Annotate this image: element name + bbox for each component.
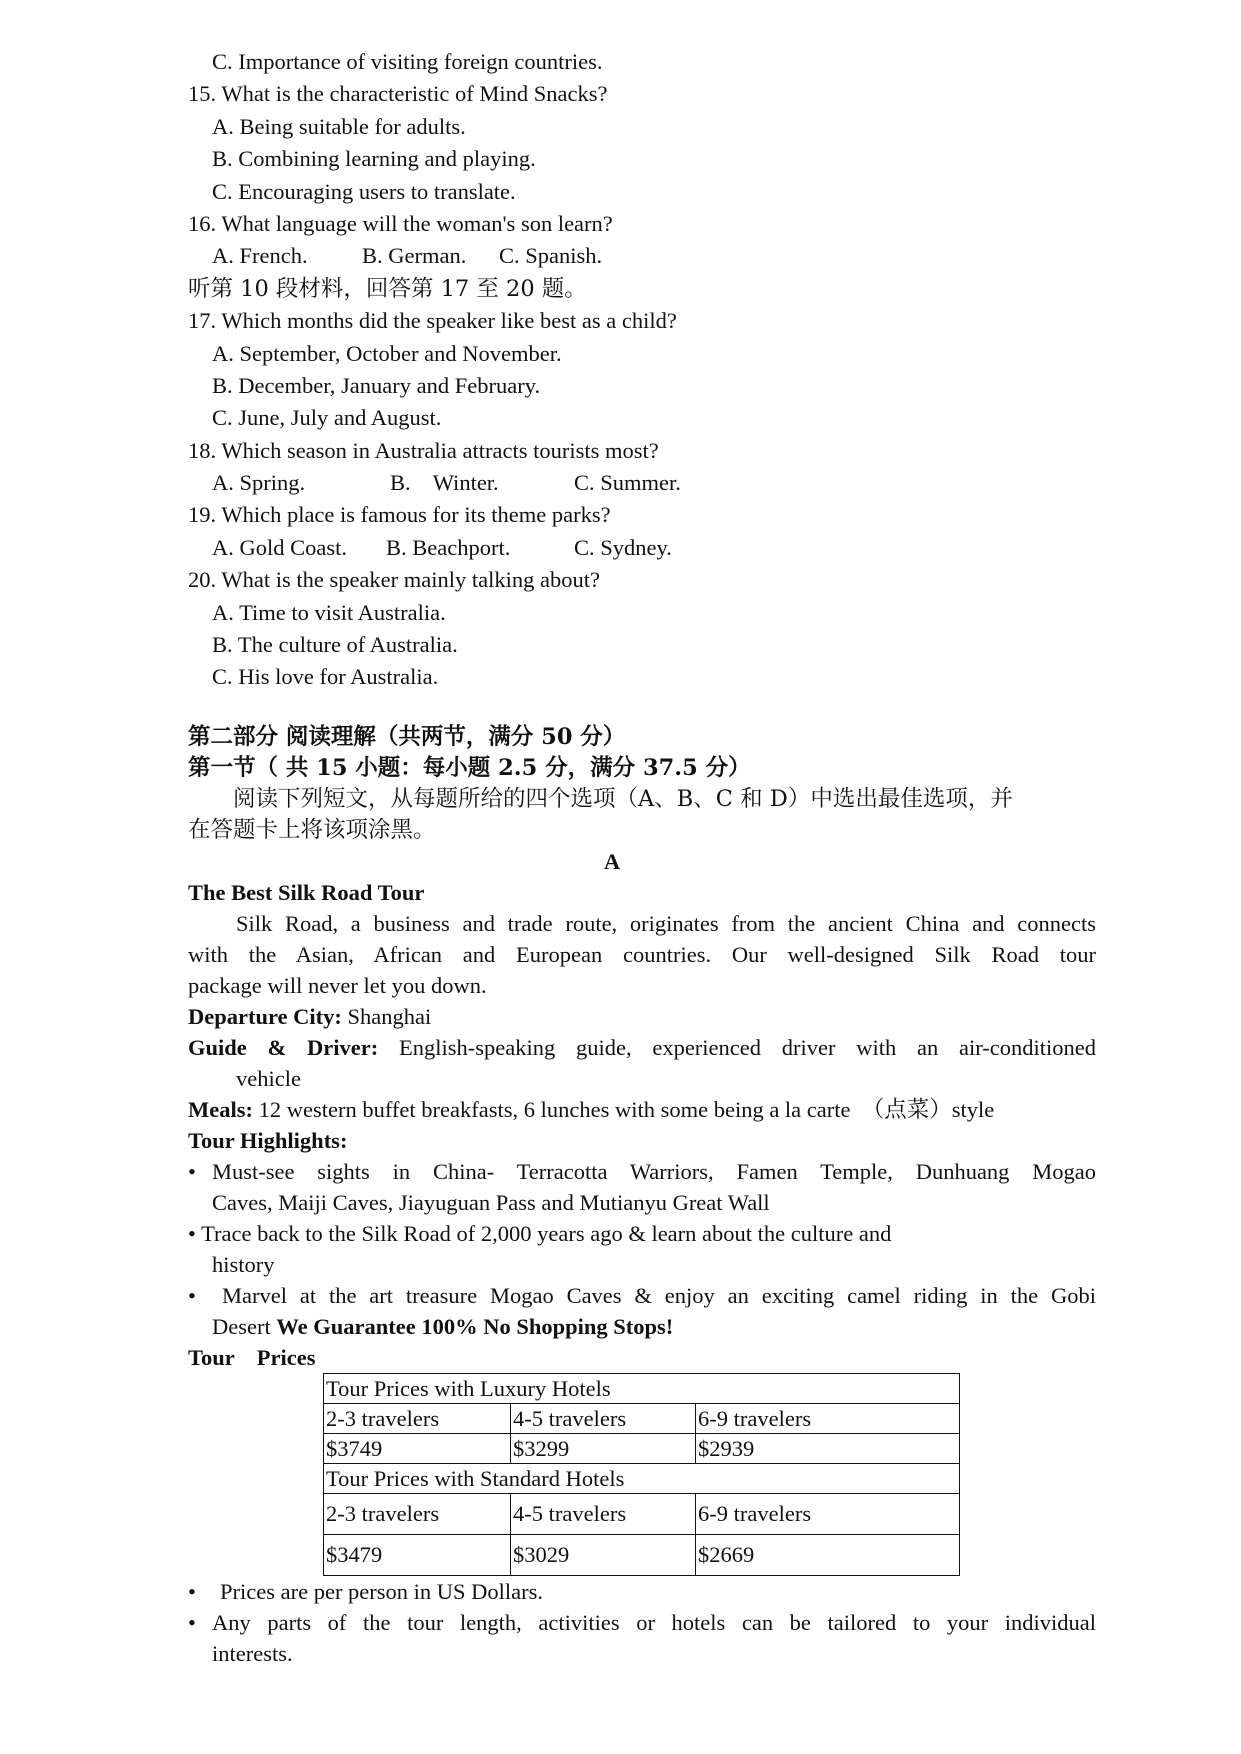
guide-label: Guide & Driver:	[188, 1034, 379, 1060]
luxury-price-1: $3749	[324, 1433, 511, 1463]
q16-stem: 16. What language will the woman's son learn?	[188, 210, 613, 236]
passage-title: The Best Silk Road Tour	[188, 879, 425, 905]
note-2-line2: interests.	[212, 1640, 293, 1666]
highlight-1-text: Must-see sights in China- Terracotta Warriors, Famen Temple, Dunhuang Mogao	[212, 1158, 1096, 1184]
meals	[188, 1094, 1096, 1125]
highlight-3-text: Marvel at the art treasure Mogao Caves & enjoy an exciting camel riding in the Gobi	[222, 1282, 1096, 1308]
highlight-3-text-plain: Desert	[212, 1313, 277, 1339]
q14-option-c: C. Importance of visiting foreign countries.	[212, 49, 603, 74]
meals-value: 12 western buffet breakfasts, 6 lunches with some being a la carte （点菜）style	[252, 1096, 995, 1122]
prices-label: Tour Prices	[188, 1344, 316, 1370]
q17-option-b: B. December, January and February.	[212, 372, 541, 398]
highlight-2-text: Trace back to the Silk Road of 2,000 years ago & learn about the culture and	[201, 1220, 892, 1246]
tour-prices-table	[323, 1373, 960, 1576]
departure-city	[188, 1001, 1096, 1032]
bullet-icon: •	[188, 1158, 196, 1184]
q16-option-c: C. Spanish.	[499, 243, 603, 269]
q17-option-a: A. September, October and November.	[212, 340, 562, 366]
bullet-icon: •	[188, 1609, 196, 1635]
q20-stem: 20. What is the speaker mainly talking about?	[188, 567, 600, 593]
highlight-1-line2: Caves, Maiji Caves, Jiayuguan Pass and Mutianyu Great Wall	[212, 1189, 770, 1215]
q18-stem: 18. Which season in Australia attracts tourists most?	[188, 437, 659, 463]
section10-intro: 听第 10 段材料，回答第 17 至 20 题。	[188, 275, 587, 302]
q19-option-a: A. Gold Coast.	[212, 534, 347, 560]
bullet-icon: •	[188, 1578, 196, 1604]
highlight-3-line2	[188, 1311, 1096, 1342]
meals-label: Meals:	[188, 1096, 253, 1122]
highlight-2-line1	[188, 1218, 1096, 1249]
luxury-price-2: $3299	[511, 1433, 696, 1463]
q17-stem: 17. Which months did the speaker like best as a child?	[188, 308, 677, 334]
highlight-1-line1	[188, 1156, 1096, 1187]
luxury-col-1: 2-3 travelers	[324, 1403, 511, 1433]
guide-driver-line1	[188, 1032, 1096, 1063]
departure-value: Shanghai	[341, 1003, 432, 1029]
standard-col-3: 6-9 travelers	[696, 1493, 960, 1534]
standard-heading: Tour Prices with Standard Hotels	[324, 1463, 960, 1493]
q15-option-b: B. Combining learning and playing.	[212, 146, 536, 172]
q20-option-b: B. The culture of Australia.	[212, 632, 458, 658]
bullet-icon: •	[188, 1220, 196, 1246]
instruction-line2: 在答题卡上将该项涂黑。	[188, 816, 436, 843]
q15-option-c: C. Encouraging users to translate.	[212, 178, 516, 204]
highlight-3-line1	[188, 1280, 1096, 1311]
q17-option-c: C. June, July and August.	[212, 405, 442, 431]
section1-title: 第一节（ 共 15 小题：每小题 2.5 分，满分 37.5 分）	[188, 754, 751, 781]
q19-option-c: C. Sydney.	[574, 534, 672, 560]
q19-stem: 19. Which place is famous for its theme parks?	[188, 502, 611, 528]
luxury-col-2: 4-5 travelers	[511, 1403, 696, 1433]
q19-options	[188, 532, 1096, 564]
no-shopping-guarantee: We Guarantee 100% No Shopping Stops!	[276, 1313, 674, 1339]
q18-option-b: B. Winter.	[390, 470, 499, 496]
standard-price-1: $3479	[324, 1534, 511, 1575]
intro-line2: with the Asian, African and European countries. Our well-designed Silk Road tour	[188, 941, 1096, 967]
q15-option-a: A. Being suitable for adults.	[212, 113, 466, 139]
q16-options	[188, 240, 1096, 272]
bullet-icon: •	[188, 1282, 196, 1308]
highlights-label: Tour Highlights:	[188, 1127, 348, 1153]
highlight-2-line2: history	[212, 1251, 275, 1277]
note-1	[188, 1576, 1096, 1607]
standard-price-3: $2669	[696, 1534, 960, 1575]
q19-option-b: B. Beachport.	[386, 534, 511, 560]
part2-title: 第二部分 阅读理解（共两节，满分 50 分）	[188, 723, 626, 750]
instruction-line1: 阅读下列短文，从每题所给的四个选项（A、B、C 和 D）中选出最佳选项，并	[233, 785, 1013, 812]
q18-options	[188, 467, 1096, 499]
passage-letter: A	[603, 848, 621, 874]
luxury-heading: Tour Prices with Luxury Hotels	[324, 1373, 960, 1403]
standard-col-1: 2-3 travelers	[324, 1493, 511, 1534]
standard-col-2: 4-5 travelers	[511, 1493, 696, 1534]
note-2-line1	[188, 1607, 1096, 1638]
guide-driver-line2: vehicle	[236, 1065, 301, 1091]
q18-option-a: A. Spring.	[212, 470, 306, 496]
q18-option-c: C. Summer.	[574, 470, 681, 496]
luxury-price-3: $2939	[696, 1433, 960, 1463]
standard-price-2: $3029	[511, 1534, 696, 1575]
intro-line1: Silk Road, a business and trade route, originates from the ancient China and connects	[236, 910, 1096, 936]
note-1-text: Prices are per person in US Dollars.	[220, 1578, 544, 1604]
luxury-col-3: 6-9 travelers	[696, 1403, 960, 1433]
guide-value: English-speaking guide, experienced driver with an air-conditioned	[378, 1034, 1096, 1060]
departure-label: Departure City:	[188, 1003, 342, 1029]
q16-option-a: A. French.	[212, 243, 308, 269]
q15-stem: 15. What is the characteristic of Mind Snacks?	[188, 81, 608, 107]
q20-option-a: A. Time to visit Australia.	[212, 599, 446, 625]
q20-option-c: C. His love for Australia.	[212, 664, 439, 690]
intro-line3: package will never let you down.	[188, 972, 487, 998]
q16-option-b: B. German.	[362, 243, 467, 269]
exam-page	[188, 46, 1096, 1669]
note-2-text: Any parts of the tour length, activities or hotels can be tailored to your individual	[212, 1609, 1096, 1635]
